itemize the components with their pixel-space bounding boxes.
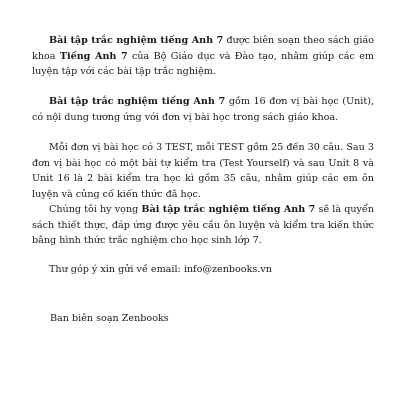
structure-paragraph: [32, 94, 374, 125]
paragraph-text: được biên soạn theo sách giáo khoa: [32, 35, 374, 62]
paragraph-text: Chúng tôi hy vọng: [49, 204, 142, 215]
contact-paragraph: [32, 262, 374, 278]
paragraph-text: gồm 16 đơn vị bài học (Unit), có nội dung tương ứng với đơn vị bài học trong sách giáo khoa.: [32, 96, 374, 123]
book-title-bold: Bài tập trắc nghiệm tiếng Anh 7: [49, 35, 224, 46]
paragraph-text: Mỗi đơn vị bài học có 3 TEST, mỗi TEST gồm 25 đến 30 câu. Sau 3 đơn vị bài học có một bài tự kiểm tra (Test Yourself) và sau Unit 8 và Unit 16 là 2 bài kiểm tra học kì gồm 35 câu, nhằm giúp các em ôn luyện và củng cố kiến thức đã học.: [32, 142, 374, 200]
contact-email-text: Thư góp ý xin gửi về email: info@zenbooks.vn: [49, 264, 272, 275]
book-title-bold: Bài tập trắc nghiệm tiếng Anh 7: [141, 204, 316, 215]
hope-paragraph: [32, 202, 374, 249]
textbook-title-bold: Tiếng Anh 7: [59, 50, 128, 62]
intro-paragraph: [32, 33, 374, 80]
signoff: Ban biên soạn Zenbooks: [50, 313, 169, 324]
tests-paragraph: [32, 140, 374, 202]
paragraph-text: của Bộ Giáo dục và Đào tạo, nhằm giúp các em luyện tập với các bài tập trắc nghiệm.: [32, 50, 374, 77]
paragraph-text: sẽ là quyển sách thiết thực, đáp ứng được yêu cầu ôn luyện và kiểm tra kiến thức bằng hình thức trắc nghiệm cho học sinh lớp 7.: [32, 204, 375, 246]
book-title-bold: Bài tập trắc nghiệm tiếng Anh 7: [49, 96, 226, 107]
